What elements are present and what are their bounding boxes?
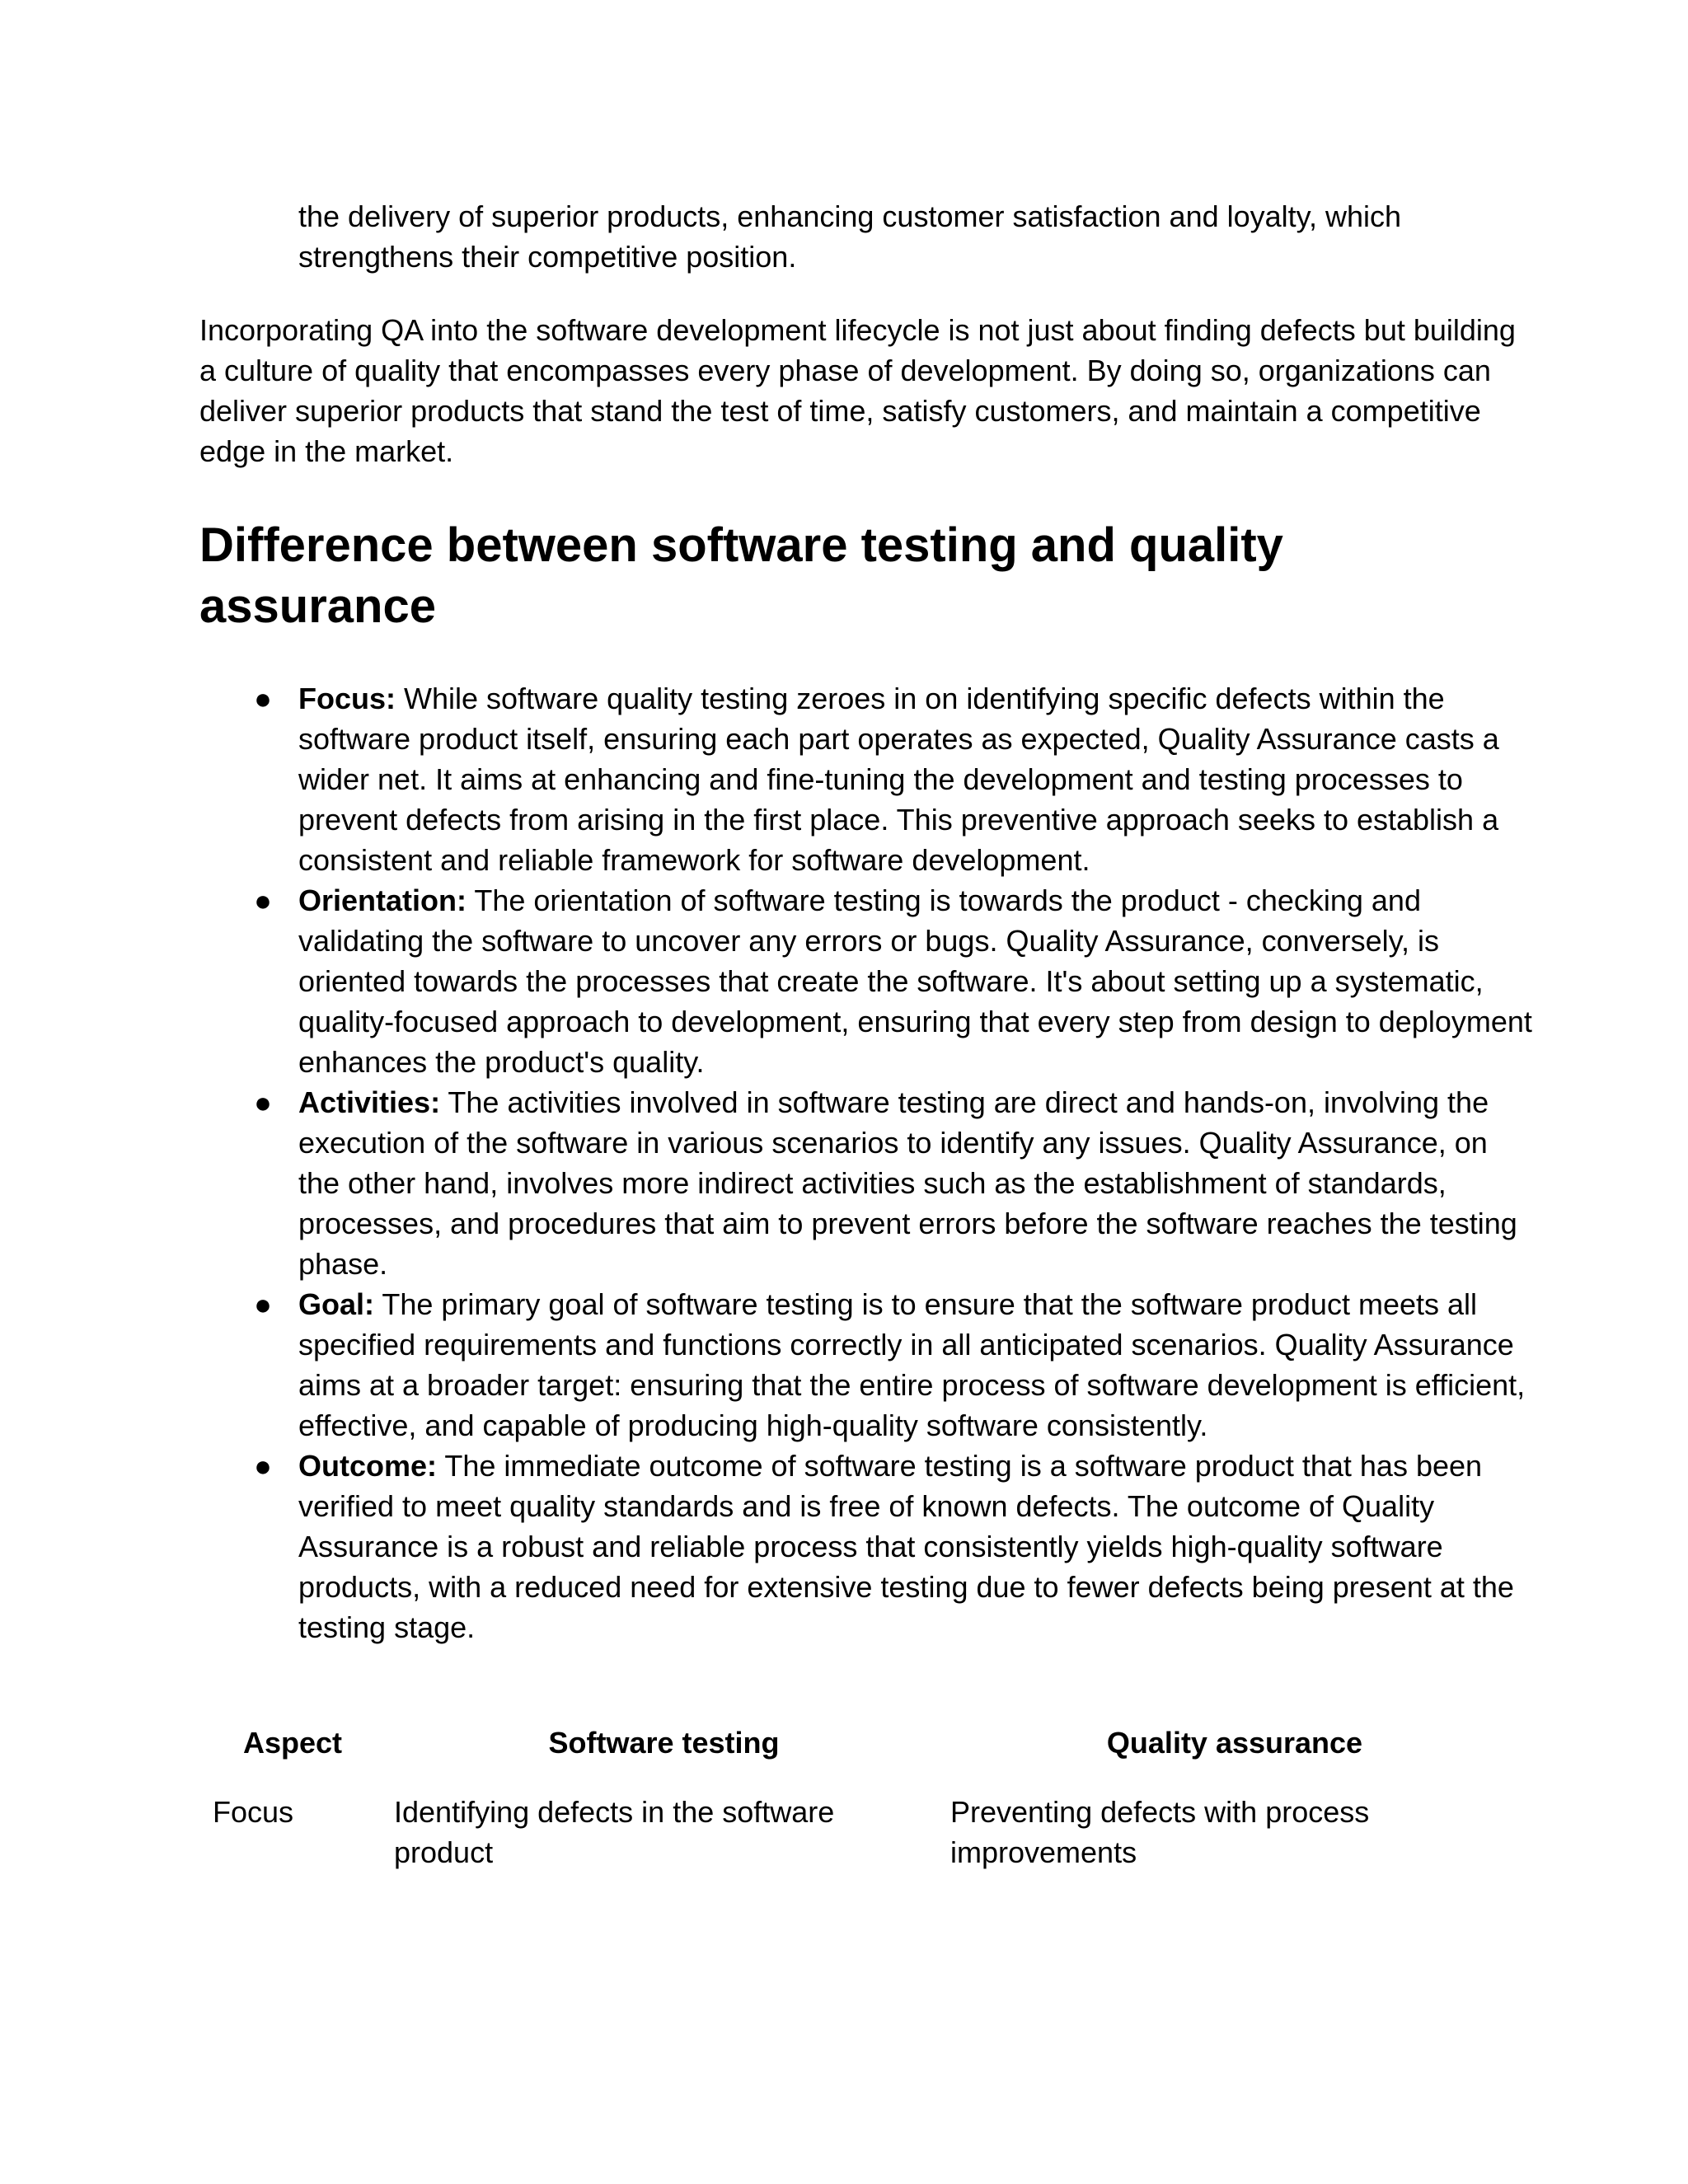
- bullet-dot-icon: ●: [254, 682, 272, 715]
- bullet-label: Goal:: [298, 1287, 375, 1321]
- bullet-dot-icon: ●: [254, 1449, 272, 1483]
- comparison-table: [199, 1722, 1527, 1872]
- table-header-row: [199, 1722, 1527, 1792]
- bullet-text: The activities involved in software testing are direct and hands-on, involving the execution of the software in various scenarios to identify any issues. Quality Assurance, on the other hand, involves more indirect activities such as the establishment of standards, processes, and procedures that aim to prevent errors before the software reaches the testing phase.: [298, 1085, 1517, 1281]
- column-header-quality-assurance: Quality assurance: [1106, 1726, 1363, 1760]
- section-heading: Difference between software testing and quality assurance: [199, 518, 1283, 633]
- continuation-paragraph: the delivery of superior products, enhancing customer satisfaction and loyalty, which strengthens their competitive position.: [298, 199, 1402, 274]
- table-row: [199, 1792, 1527, 1872]
- bullet-dot-icon: ●: [254, 883, 272, 917]
- bullet-outcome: [199, 1446, 1535, 1647]
- table-cell-aspect: Focus: [213, 1795, 294, 1829]
- bullet-goal: [199, 1284, 1535, 1446]
- bullet-label: Focus:: [298, 682, 396, 715]
- bullet-text: The immediate outcome of software testing is a software product that has been verified to meet quality standards and is free of known defects. The outcome of Quality Assurance is a robust and reliable process that consistently yields high-quality software products, with a reduced need for extensive testing due to fewer defects being present at the testing stage.: [298, 1449, 1514, 1644]
- table-cell-software-testing: Identifying defects in the software product: [394, 1795, 835, 1869]
- bullet-dot-icon: ●: [254, 1287, 272, 1321]
- bullet-focus: [199, 678, 1535, 880]
- bullet-label: Orientation:: [298, 883, 467, 917]
- difference-bullet-list: [199, 678, 1535, 1647]
- bullet-text: While software quality testing zeroes in on identifying specific defects within the software product itself, ensuring each part operates as expected, Quality Assurance casts a wider net. It aims at enhancing and fine-tuning the development and testing processes to prevent defects from arising in the first place. This preventive approach seeks to establish a consistent and reliable framework for software development.: [298, 682, 1499, 877]
- bullet-text: The primary goal of software testing is to ensure that the software product meets all specified requirements and functions correctly in all anticipated scenarios. Quality Assurance aims at a broader target: ensuring that the entire process of software development is efficient, effective, and capable of producing high-quality software consistently.: [298, 1287, 1526, 1442]
- column-header-software-testing: Software testing: [548, 1726, 780, 1760]
- bullet-activities: [199, 1082, 1535, 1284]
- bullet-orientation: [199, 880, 1535, 1082]
- column-header-aspect: Aspect: [242, 1726, 343, 1760]
- bullet-label: Activities:: [298, 1085, 441, 1119]
- qa-lifecycle-paragraph: Incorporating QA into the software development lifecycle is not just about finding defects but building a culture of quality that encompasses every phase of development. By doing so, organizations can deliver superior products that stand the test of time, satisfy customers, and maintain a competitive edge in the market.: [199, 313, 1516, 468]
- bullet-dot-icon: ●: [254, 1085, 272, 1119]
- bullet-text: The orientation of software testing is towards the product - checking and validating the software to uncover any errors or bugs. Quality Assurance, conversely, is oriented towards the processes that create the software. It's about setting up a systematic, quality-focused approach to development, ensuring that every step from design to deployment enhances the product's quality.: [298, 883, 1532, 1079]
- bullet-label: Outcome:: [298, 1449, 438, 1483]
- table-cell-quality-assurance: Preventing defects with process improvements: [950, 1795, 1370, 1869]
